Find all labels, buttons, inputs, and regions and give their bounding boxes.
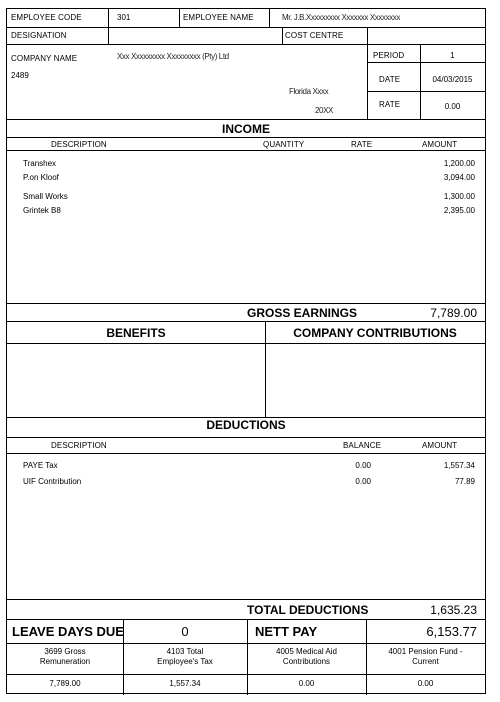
- code-employee-tax-label: 4103 Total Employee's Tax: [157, 647, 213, 666]
- code-medical-aid-label: 4005 Medical Aid Contributions: [276, 647, 337, 666]
- deductions-title: DEDUCTIONS: [206, 418, 286, 432]
- company-name-label: COMPANY NAME: [11, 54, 78, 63]
- employee-name-value: Mr. J.B.Xxxxxxxxx Xxxxxxx Xxxxxxxx: [282, 13, 400, 22]
- income-item-amount: 1,200.00: [443, 159, 475, 168]
- deduction-item-balance: 0.00: [355, 461, 371, 470]
- period-label: PERIOD: [373, 51, 405, 60]
- gross-earnings-label: GROSS EARNINGS: [247, 306, 358, 320]
- income-col-amount: AMOUNT: [422, 140, 458, 149]
- employee-code-value: 301: [117, 13, 131, 22]
- employee-code-label: EMPLOYEE CODE: [11, 13, 82, 22]
- deduction-item-amount: 77.89: [454, 477, 475, 486]
- designation-label: DESIGNATION: [11, 31, 67, 40]
- code-gross-remuneration-label: 3699 Gross Remuneration: [39, 647, 91, 666]
- code-pension-fund-value: 0.00: [417, 679, 434, 688]
- address-line-2: Florida Xxxx: [289, 87, 329, 96]
- leave-days-due-label: LEAVE DAYS DUE: [12, 624, 124, 639]
- payslip: [6, 8, 486, 694]
- income-item-amount: 1,300.00: [443, 192, 475, 201]
- income-col-rate: RATE: [351, 140, 373, 149]
- benefits-title: BENEFITS: [106, 326, 166, 340]
- deduction-item-description: UIF Contribution: [23, 477, 82, 486]
- company-name-value: Xxx Xxxxxxxxx Xxxxxxxxx (Pty) Ltd: [117, 52, 229, 61]
- period-value: 1: [450, 51, 455, 60]
- rate-label: RATE: [379, 100, 401, 109]
- code-employee-tax-value: 1,557.34: [169, 679, 201, 688]
- gross-earnings-value: 7,789.00: [430, 306, 477, 320]
- total-deductions-label: TOTAL DEDUCTIONS: [247, 603, 369, 617]
- nett-pay-label: NETT PAY: [255, 624, 318, 639]
- income-item-amount: 3,094.00: [443, 173, 475, 182]
- code-medical-aid-value: 0.00: [298, 679, 315, 688]
- deductions-col-balance: BALANCE: [343, 441, 382, 450]
- leave-days-due-value: 0: [181, 624, 189, 639]
- income-item-description: Grintek B8: [23, 206, 61, 215]
- employee-name-label: EMPLOYEE NAME: [183, 13, 254, 22]
- deductions-col-description: DESCRIPTION: [51, 441, 107, 450]
- deduction-item-amount: 1,557.34: [443, 461, 475, 470]
- address-line-3: 20XX: [315, 106, 333, 115]
- income-col-description: DESCRIPTION: [51, 140, 107, 149]
- deduction-item-balance: 0.00: [355, 477, 371, 486]
- deduction-item-description: PAYE Tax: [23, 461, 58, 470]
- cost-centre-label: COST CENTRE: [285, 31, 344, 40]
- income-item-description: P.on Kloof: [23, 173, 59, 182]
- income-title: INCOME: [222, 122, 270, 136]
- date-label: DATE: [379, 75, 401, 84]
- rate-value: 0.00: [444, 102, 461, 111]
- code-pension-fund-label: 4001 Pension Fund - Current: [388, 647, 463, 666]
- income-item-description: Small Works: [23, 192, 68, 201]
- address-line-1: 2489: [11, 71, 29, 80]
- income-item-description: Transhex: [23, 159, 57, 168]
- nett-pay-value: 6,153.77: [426, 624, 477, 639]
- total-deductions-value: 1,635.23: [430, 603, 477, 617]
- income-col-quantity: QUANTITY: [263, 140, 305, 149]
- code-gross-remuneration-value: 7,789.00: [49, 679, 81, 688]
- company-contributions-title: COMPANY CONTRIBUTIONS: [293, 326, 457, 340]
- income-item-amount: 2,395.00: [443, 206, 475, 215]
- deductions-col-amount: AMOUNT: [422, 441, 458, 450]
- date-value: 04/03/2015: [432, 75, 473, 84]
